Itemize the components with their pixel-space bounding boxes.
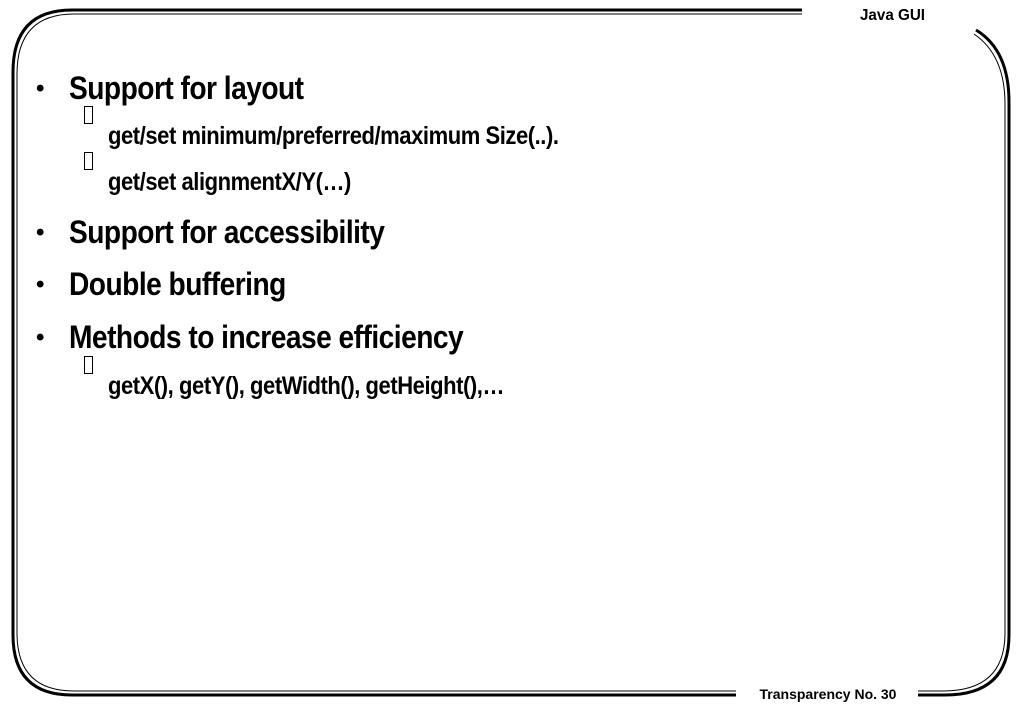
sub-bullet-item — [82, 372, 558, 401]
sub-bullet-text: getX(), getY(), getWidth(), getHeight(),… — [108, 372, 505, 400]
missing-glyph-box-icon — [82, 170, 108, 190]
bullet-dot-icon: • — [36, 271, 44, 298]
slide-footer-page-number: Transparency No. 30 — [740, 686, 916, 702]
sub-bullet-text: get/set alignmentX/Y(…) — [108, 168, 351, 196]
bullet-text: Double buffering — [69, 266, 286, 302]
bullet-item — [33, 70, 336, 107]
slide-header-title: Java GUI — [859, 7, 926, 24]
missing-glyph-box-icon — [82, 374, 108, 394]
bullet-dot-icon: • — [36, 75, 44, 102]
sub-bullet-item — [82, 168, 384, 197]
bullet-item — [33, 319, 517, 356]
bullet-text: Support for layout — [69, 70, 304, 106]
sub-bullet-item — [82, 122, 620, 151]
missing-glyph-box-icon — [82, 124, 108, 144]
bullet-text: Support for accessibility — [69, 214, 385, 250]
bullet-item — [33, 214, 427, 251]
bullet-dot-icon: • — [36, 324, 44, 351]
bullet-dot-icon: • — [36, 219, 44, 246]
bullet-item — [33, 266, 315, 303]
sub-bullet-text: get/set minimum/preferred/maximum Size(..). — [108, 122, 559, 150]
bullet-text: Methods to increase efficiency — [69, 319, 464, 355]
